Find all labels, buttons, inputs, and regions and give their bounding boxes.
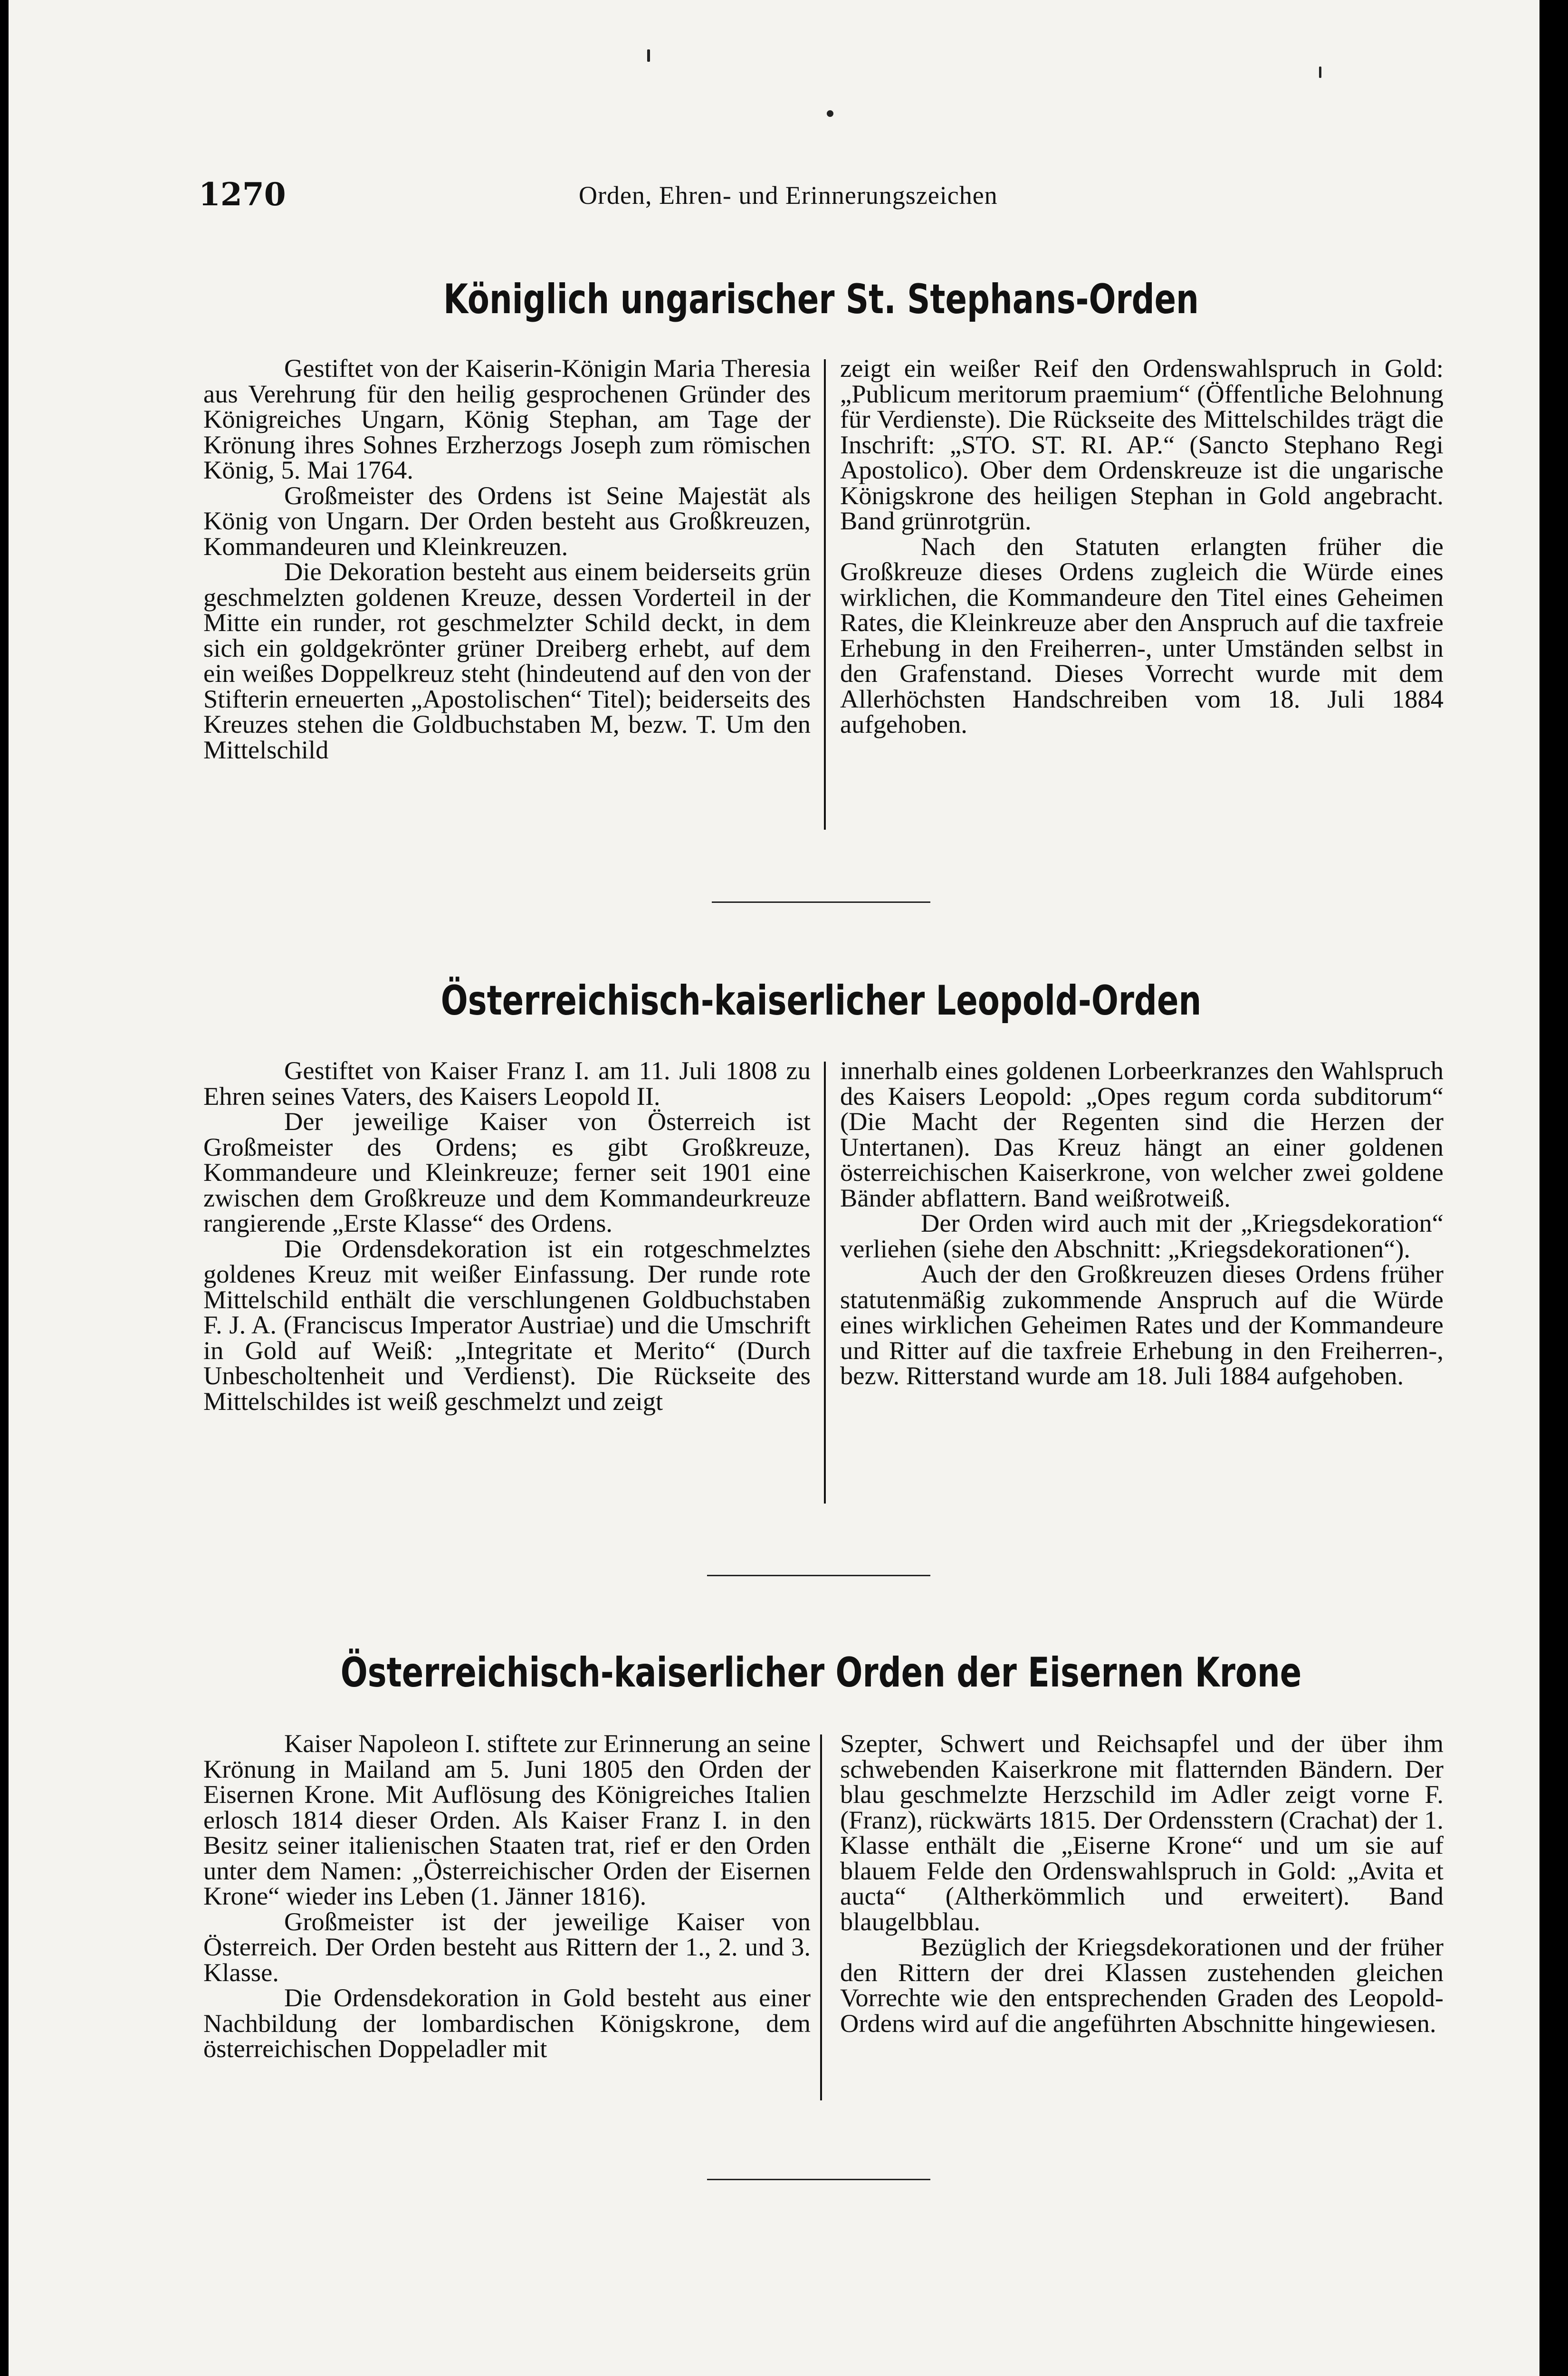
paragraph: Der Orden wird auch mit der „Kriegsdekoration“ verliehen (siehe den Abschnitt: „Kriegsdekorationen“). xyxy=(840,1208,1444,1263)
paragraph: Szepter, Schwert und Reichsapfel und der über ihm schwebenden Kaiserkrone mit flatternden Bändern. Der blau geschmelzte Herzschild im Adler zeigt vorne F. (Franz), rückwärts 1815. Der Ordensstern (Crachat) der 1. Klasse enthält die „Eiserne Krone“ und um sie auf blauem Felde den Ordenswahlspruch in Gold: „Avita et aucta“ (Altherkömmlich und erweitert). Band blaugelbblau. xyxy=(840,1729,1444,1936)
section-title: Königlich ungarischer St. Stephans-Orden xyxy=(443,276,1199,323)
page-sheet xyxy=(9,0,1539,2376)
section-title: Österreichisch-kaiserlicher Leopold-Orden xyxy=(440,977,1202,1025)
column-divider xyxy=(824,1062,826,1504)
running-title: Orden, Ehren- und Erinnerungszeichen xyxy=(579,181,998,210)
paragraph: Der jeweilige Kaiser von Österreich ist Großmeister des Ordens; es gibt Großkreuze, Kommandeure und Kleinkreuze; ferner seit 1901 eine zwischen dem Großkreuze und dem Kommandeurkreuze rangierende „Erste Klasse“ des Ordens. xyxy=(203,1107,811,1237)
paragraph: Nach den Statuten erlangten früher die Großkreuze dieses Ordens zugleich die Würde eines wirklichen, die Kommandeure den Titel eines Geheimen Rates, die Kleinkreuze aber den Anspruch auf die taxfreie Erhebung in den Freiherren-, unter Umständen selbst in den Grafenstand. Dieses Vorrecht wurde mit dem Allerhöchsten Handschreiben vom 18. Juli 1884 aufgehoben. xyxy=(840,531,1444,738)
left-column xyxy=(203,355,811,762)
section-separator xyxy=(707,2179,930,2180)
paragraph: Gestiftet von der Kaiserin-Königin Maria Theresia aus Verehrung für den heilig gesprochenen Gründer des Königreiches Ungarn, König Stephan, am Tage der Krönung ihres Sohnes Erzherzogs Joseph zum römischen König, 5. Mai 1764. xyxy=(203,354,811,484)
right-column xyxy=(840,355,1444,737)
page-number: 1270 xyxy=(199,176,286,213)
paragraph: zeigt ein weißer Reif den Ordenswahlspruch in Gold: „Publicum meritorum praemium“ (Öffentliche Belohnung für Verdienste). Die Rückseite des Mittelschildes trägt die Inschrift: „STO. ST. RI. AP.“ (Sancto Stephano Regi Apostolico). Ober dem Ordenskreuze ist die ungarische Königskrone des heiligen Stephan in Gold angebracht. Band grünrotgrün. xyxy=(840,354,1444,535)
paragraph: Gestiftet von Kaiser Franz I. am 11. Juli 1808 zu Ehren seines Vaters, des Kaisers Leopold II. xyxy=(203,1056,811,1111)
right-column xyxy=(840,1058,1444,1389)
paragraph: Bezüglich der Kriegsdekorationen und der früher den Rittern der drei Klassen zustehenden gleichen Vorrechte wie den entsprechenden Graden des Leopold-Ordens wird auf die angeführten Abschnitte hingewiesen. xyxy=(840,1932,1444,2038)
section-title: Österreichisch-kaiserlicher Orden der Eisernen Krone xyxy=(340,1649,1302,1696)
column-divider xyxy=(820,1734,822,2100)
section-stephans-orden xyxy=(203,276,1444,764)
paragraph: Auch der den Großkreuzen dieses Ordens früher statutenmäßig zukommende Anspruch auf die Würde eines wirklichen Geheimen Rates und der Kommandeure und Ritter auf die taxfreie Erhebung in den Freiherren-, bezw. Ritterstand wurde am 18. Juli 1884 aufgehoben. xyxy=(840,1259,1444,1390)
left-column xyxy=(203,1731,811,2061)
paragraph: Großmeister des Ordens ist Seine Majestät als König von Ungarn. Der Orden besteht aus Großkreuzen, Kommandeuren und Kleinkreuzen. xyxy=(203,480,811,561)
section-separator xyxy=(712,901,930,903)
section-separator xyxy=(707,1575,930,1576)
paragraph: Großmeister ist der jeweilige Kaiser von Österreich. Der Orden besteht aus Rittern der 1., 2. und 3. Klasse. xyxy=(203,1907,811,1987)
paragraph: Die Dekoration besteht aus einem beiderseits grün geschmelzten goldenen Kreuze, dessen Vorderteil in der Mitte ein runder, rot geschmelzter Schild deckt, in dem sich ein goldgekrönter grüner Dreiberg erhebt, auf dem ein weißes Doppelkreuz steht (hindeutend auf den von der Stifterin erneuerten „Apostolischen“ Titel); beiderseits des Kreuzes stehen die Goldbuchstaben M, bezw. T. Um den Mittelschild xyxy=(203,557,811,764)
paragraph: Die Ordensdekoration in Gold besteht aus einer Nachbildung der lombardischen Königskrone, dem österreichischen Doppeladler mit xyxy=(203,1983,811,2063)
left-column xyxy=(203,1058,811,1414)
section-eiserne-krone xyxy=(203,1649,1444,2063)
section-leopold-orden xyxy=(203,977,1444,1416)
paragraph: Die Ordensdekoration ist ein rotgeschmelztes goldenes Kreuz mit weißer Einfassung. Der runde rote Mittelschild enthält die verschlungenen Goldbuchstaben F. J. A. (Franciscus Imperator Austriae) und die Umschrift in Gold auf Weiß: „Integritate et Merito“ (Durch Unbescholtenheit und Verdienst). Die Rückseite des Mittelschildes ist weiß geschmelzt und zeigt xyxy=(203,1234,811,1416)
column-divider xyxy=(824,359,826,830)
right-column xyxy=(840,1731,1444,2036)
paragraph: innerhalb eines goldenen Lorbeerkranzes den Wahlspruch des Kaisers Leopold: „Opes regum corda subditorum“ (Die Macht der Regenten sind die Herzen der Untertanen). Das Kreuz hängt an einer goldenen österreichischen Kaiserkrone, von welcher zwei goldene Bänder abflattern. Band weißrotweiß. xyxy=(840,1056,1444,1212)
paragraph: Kaiser Napoleon I. stiftete zur Erinnerung an seine Krönung in Mailand am 5. Juni 1805 den Orden der Eisernen Krone. Mit Auflösung des Königreiches Italien erlosch 1814 dieser Orden. Als Kaiser Franz I. in den Besitz seiner italienischen Staaten trat, rief er den Orden unter dem Namen: „Österreichischer Orden der Eisernen Krone“ wieder ins Leben (1. Jänner 1816). xyxy=(203,1729,811,1910)
